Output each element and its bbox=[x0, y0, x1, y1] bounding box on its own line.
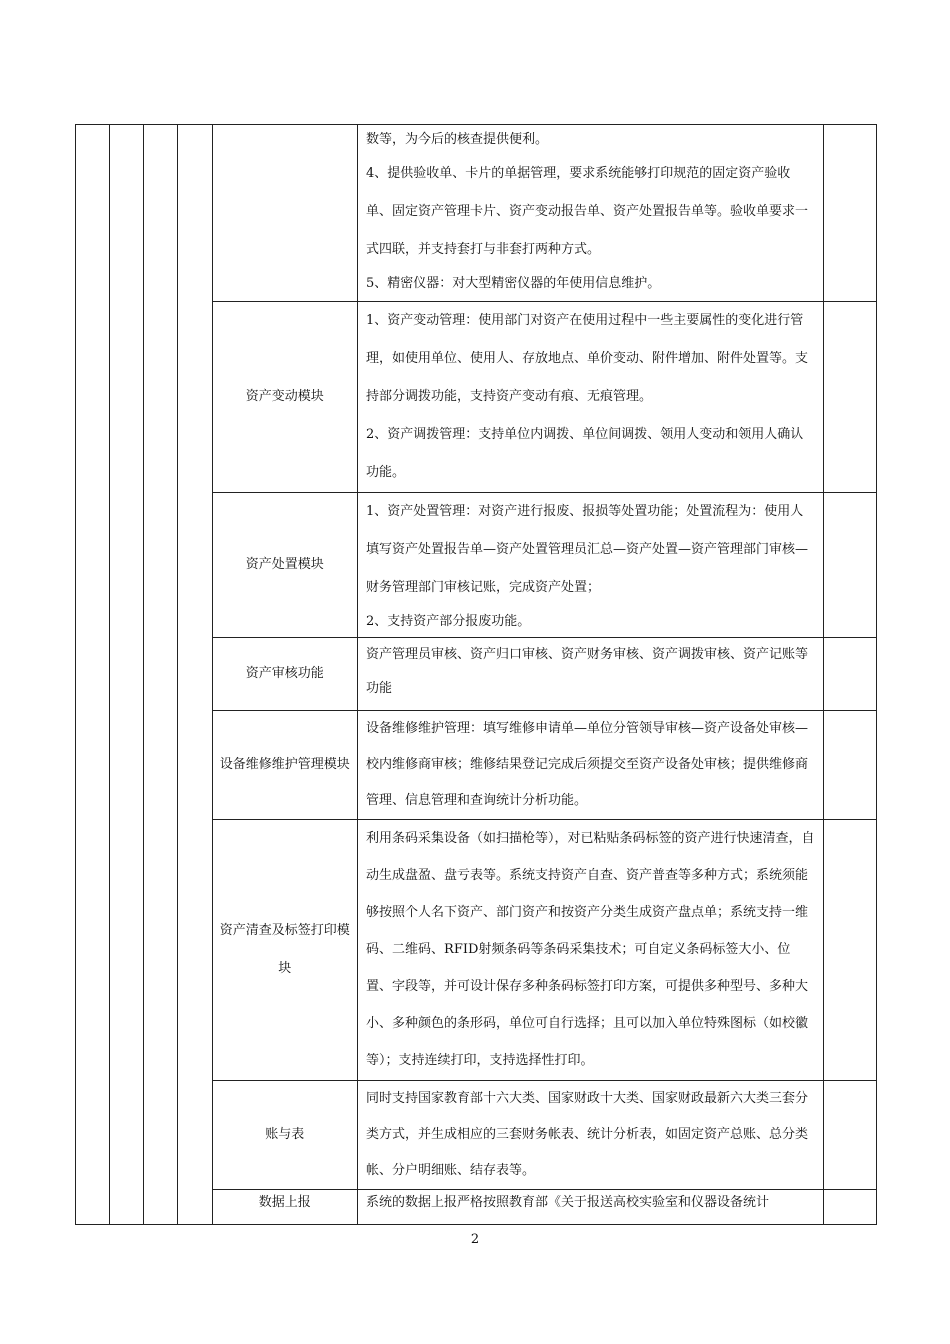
remarks-cell bbox=[823, 820, 876, 1081]
description-paragraph: 系统的数据上报严格按照教育部《关于报送高校实验室和仪器设备统计 bbox=[366, 1195, 770, 1210]
description-cell bbox=[358, 711, 824, 820]
empty-cell bbox=[110, 125, 144, 1225]
description-paragraph: 数等，为今后的核查提供便利。 bbox=[366, 132, 549, 147]
module-name-cell: 资产清查及标签打印模块 bbox=[212, 820, 358, 1081]
description-paragraph: 设备维修维护管理：填写维修申请单—单位分管领导审核—资产设备处审核—校内维修商审核；维修结果登记完成后须提交至资产设备处审核；提供维修商管理、信息管理和查询统计分析功能。 bbox=[366, 721, 809, 808]
description-cell bbox=[358, 1081, 824, 1190]
remarks-cell bbox=[823, 125, 876, 302]
description-paragraph: 5、精密仪器：对大型精密仪器的年使用信息维护。 bbox=[366, 276, 661, 291]
description-paragraph: 1、资产处置管理：对资产进行报废、报损等处置功能；处置流程为：使用人填写资产处置报告单—资产处置管理员汇总—资产处置—资产管理部门审核—财务管理部门审核记账，完成资产处置； bbox=[366, 504, 809, 595]
module-name-cell: 资产处置模块 bbox=[212, 493, 358, 638]
description-cell bbox=[358, 493, 824, 638]
empty-cell bbox=[144, 125, 178, 1225]
module-name-cell bbox=[212, 125, 358, 302]
empty-cell bbox=[178, 125, 212, 1225]
requirements-table bbox=[75, 124, 877, 1225]
empty-cell bbox=[76, 125, 110, 1225]
remarks-cell bbox=[823, 493, 876, 638]
description-cell bbox=[358, 820, 824, 1081]
module-name-cell: 数据上报 bbox=[212, 1190, 358, 1225]
description-paragraph: 2、资产调拨管理：支持单位内调拨、单位间调拨、领用人变动和领用人确认功能。 bbox=[366, 427, 804, 480]
module-name-cell: 账与表 bbox=[212, 1081, 358, 1190]
module-name-cell: 资产变动模块 bbox=[212, 302, 358, 493]
remarks-cell bbox=[823, 711, 876, 820]
description-paragraph: 4、提供验收单、卡片的单据管理，要求系统能够打印规范的固定资产验收单、固定资产管理卡片、资产变动报告单、资产处置报告单等。验收单要求一式四联，并支持套打与非套打两种方式。 bbox=[366, 166, 809, 257]
description-paragraph: 1、资产变动管理：使用部门对资产在使用过程中一些主要属性的变化进行管理，如使用单位、使用人、存放地点、单价变动、附件增加、附件处置等。支持部分调拨功能，支持资产变动有痕、无痕管理。 bbox=[366, 313, 809, 404]
module-name-cell: 资产审核功能 bbox=[212, 638, 358, 711]
remarks-cell bbox=[823, 302, 876, 493]
description-cell bbox=[358, 638, 824, 711]
description-cell bbox=[358, 302, 824, 493]
description-cell bbox=[358, 1190, 824, 1225]
description-paragraph: 利用条码采集设备（如扫描枪等），对已粘贴条码标签的资产进行快速清查，自动生成盘盈、盘亏表等。系统支持资产自查、资产普查等多种方式；系统须能够按照个人名下资产、部门资产和按资产分类生成资产盘点单；系统支持一维码、二维码、RFID射频条码等条码采集技术；可自定义条码标签大小、位置、字段等，并可设计保存多种条码标签打印方案，可提供多种型号、多种大小、多种颜色的条形码，单位可自行选择；且可以加入单位特殊图标（如校徽等）；支持连续打印，支持选择性打印。 bbox=[366, 831, 815, 1068]
table-row bbox=[76, 125, 877, 302]
module-name-cell: 设备维修维护管理模块 bbox=[212, 711, 358, 820]
remarks-cell bbox=[823, 1190, 876, 1225]
remarks-cell bbox=[823, 638, 876, 711]
description-paragraph: 2、支持资产部分报废功能。 bbox=[366, 614, 531, 629]
page-number: 2 bbox=[470, 1232, 480, 1247]
description-paragraph: 同时支持国家教育部十六大类、国家财政十大类、国家财政最新六大类三套分类方式，并生成相应的三套财务帐表、统计分析表，如固定资产总账、总分类帐、分户明细账、结存表等。 bbox=[366, 1091, 809, 1178]
remarks-cell bbox=[823, 1081, 876, 1190]
description-cell bbox=[358, 125, 824, 302]
description-paragraph: 资产管理员审核、资产归口审核、资产财务审核、资产调拨审核、资产记账等功能 bbox=[366, 647, 809, 696]
